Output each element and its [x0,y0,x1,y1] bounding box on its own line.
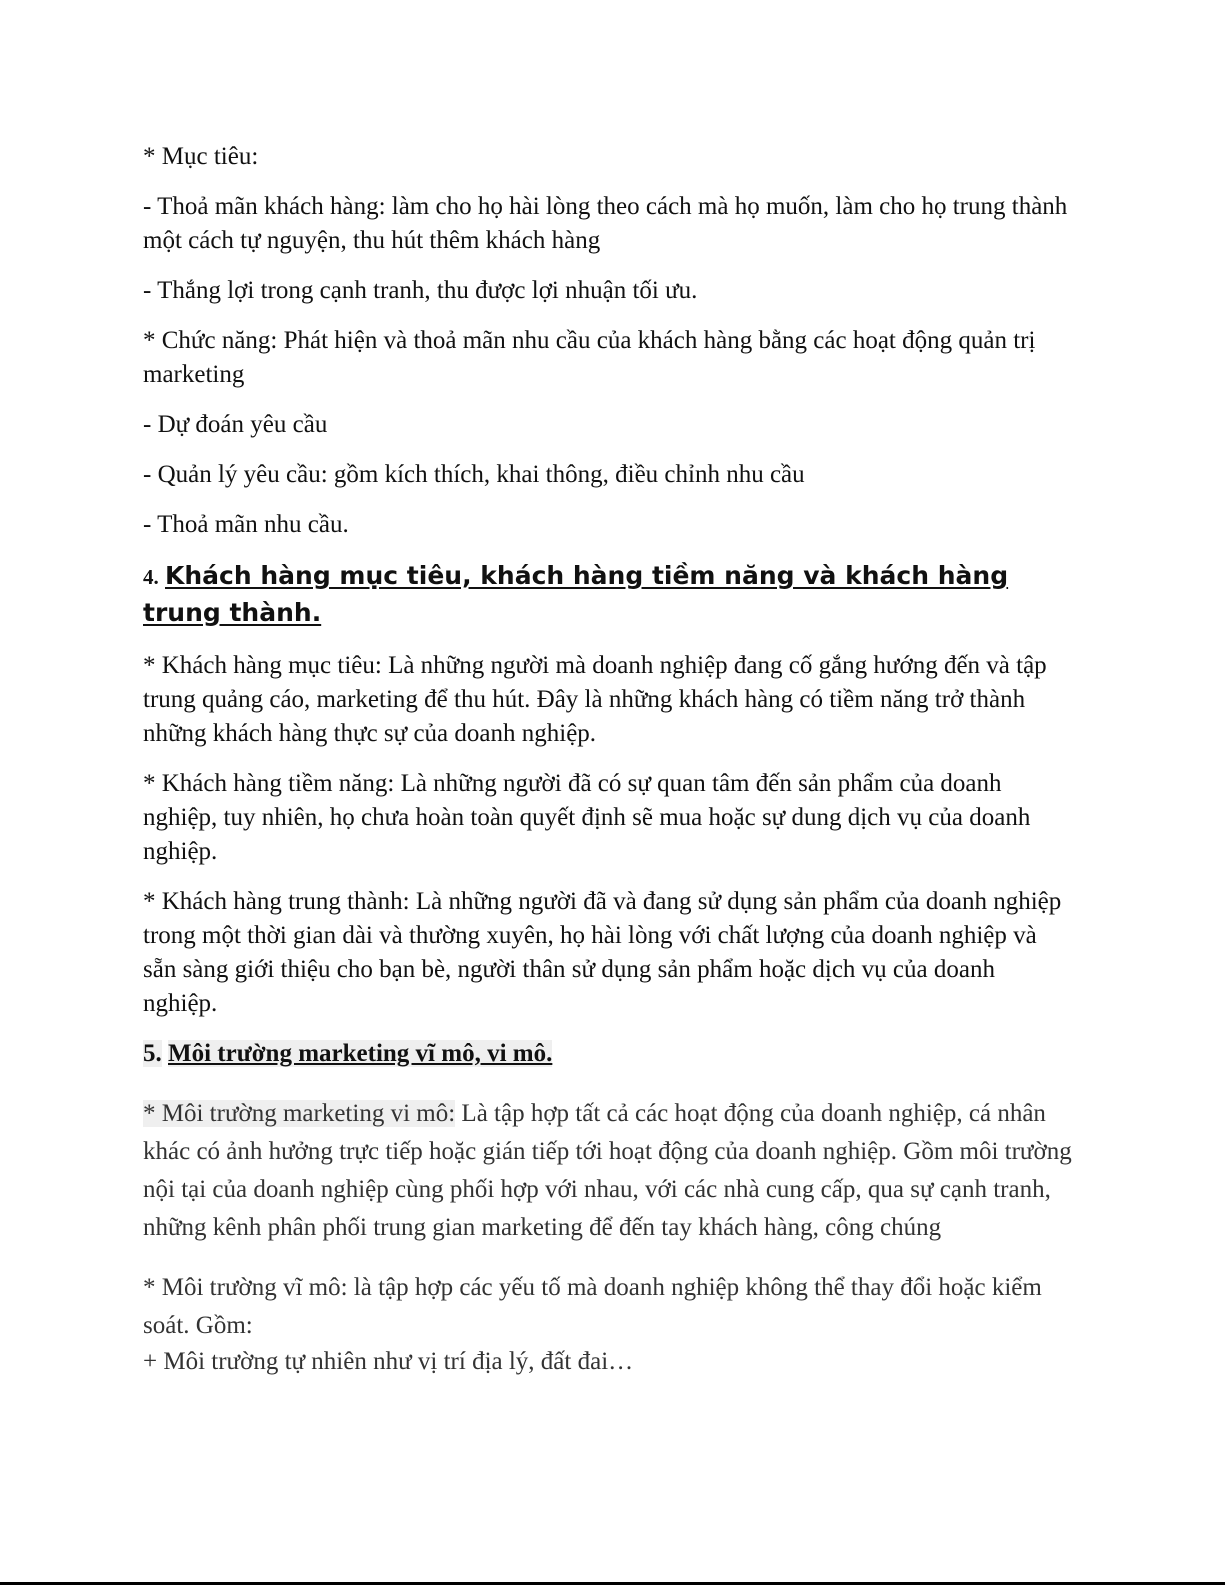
paragraph-target-customers: * Khách hàng mục tiêu: Là những người mà doanh nghiệp đang cố gắng hướng đến và tập trung quảng cáo, marketing để thu hút. Đây là những khách hàng có tiềm năng trở thành những khách hàng thực sự của doanh nghiệp. [143,652,1047,747]
section-5-number: 5. [143,1040,162,1067]
objective-heading: * Mục tiêu: [143,143,259,170]
micro-environment-label: * Môi trường marketing vi mô: [143,1100,456,1127]
section-4-title: Khách hàng mục tiêu, khách hàng tiềm năng và khách hàng trung thành. [143,561,1009,627]
paragraph-competition: - Thắng lợi trong cạnh tranh, thu được lợi nhuận tối ưu. [143,277,698,304]
paragraph-forecast: - Dự đoán yêu cầu [143,411,328,438]
paragraph-function: * Chức năng: Phát hiện và thoả mãn nhu cầu của khách hàng bằng các hoạt động quản trị marketing [143,327,1036,388]
section-4-heading [143,558,1073,631]
section-5-title: Môi trường marketing vĩ mô, vi mô. [168,1040,553,1067]
paragraph-natural-environment: + Môi trường tự nhiên như vị trí địa lý, đất đai… [143,1348,634,1375]
paragraph-loyal-customers: * Khách hàng trung thành: Là những người đã và đang sử dụng sản phẩm của doanh nghiệp trong một thời gian dài và thường xuyên, họ hài lòng với chất lượng của doanh nghiệp và sẵn sàng giới thiệu cho bạn bè, người thân sử dụng sản phẩm hoặc dịch vụ của doanh nghiệp. [143,888,1062,1017]
section-4-number: 4. [143,565,159,589]
paragraph-demand-management: - Quản lý yêu cầu: gồm kích thích, khai thông, điều chỉnh nhu cầu [143,461,805,488]
micro-environment-text: Là tập hợp tất cả các hoạt động của doanh nghiệp, cá nhân khác có ảnh hưởng trực tiếp hoặc gián tiếp tới hoạt động của doanh nghiệp. Gồm môi trường nội tại của doanh nghiệp cùng phối hợp với nhau, với các nhà cung cấp, qua sự cạnh tranh, những kênh phân phối trung gian marketing để đến tay khách hàng, công chúng [143,1100,1072,1241]
section-5-heading [143,1037,1073,1071]
paragraph-satisfy-needs: - Thoả mãn nhu cầu. [143,511,349,538]
paragraph-customer-satisfaction: - Thoả mãn khách hàng: làm cho họ hài lòng theo cách mà họ muốn, làm cho họ trung thành một cách tự nguyện, thu hút thêm khách hàng [143,193,1068,254]
paragraph-macro-environment: * Môi trường vĩ mô: là tập hợp các yếu tố mà doanh nghiệp không thể thay đổi hoặc kiểm soát. Gồm: [143,1274,1042,1339]
document-page [143,140,1073,1379]
paragraph-potential-customers: * Khách hàng tiềm năng: Là những người đã có sự quan tâm đến sản phẩm của doanh nghiệp, tuy nhiên, họ chưa hoàn toàn quyết định sẽ mua hoặc sự dung dịch vụ của doanh nghiệp. [143,770,1031,865]
paragraph-micro-environment [143,1095,1073,1247]
